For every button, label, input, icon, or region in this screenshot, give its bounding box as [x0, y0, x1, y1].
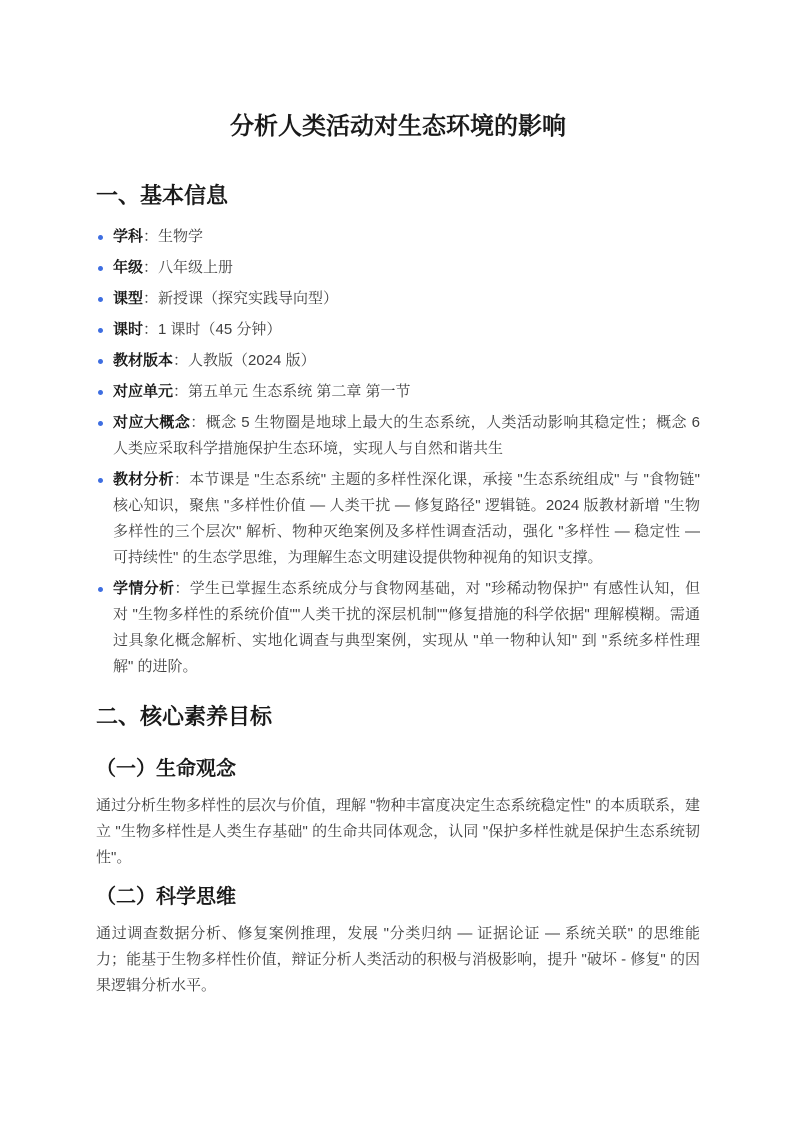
- bullet-separator: ：: [173, 383, 189, 400]
- bullet-value: 概念 5 生物圈是地球上最大的生态系统，人类活动影响其稳定性；概念 6 人类应采取科学措施保护生态环境，实现人与自然和谐共生: [113, 414, 700, 457]
- bullet-separator: ：: [190, 414, 206, 431]
- list-item-class-hours: [96, 317, 700, 343]
- bullet-separator: ：: [173, 471, 190, 488]
- bullet-value: 学生已掌握生态系统成分与食物网基础，对 "珍稀动物保护" 有感性认知，但对 "生物多样性的系统价值""人类干扰的深层机制""修复措施的科学依据" 理解模糊。需通过具象化概念解析、实地化调查与典型案例，实现从 "单一物种认知" 到 "系统多样性理解" 的进阶。: [113, 580, 700, 675]
- basic-info-list: [96, 224, 700, 680]
- bullet-dot-icon: [98, 421, 103, 426]
- subsection-heading-life-concept: （一）生命观念: [96, 758, 236, 780]
- bullet-value: 1 课时（45 分钟）: [158, 321, 282, 338]
- bullet-label: 对应单元: [113, 383, 174, 400]
- paragraph-scientific-thinking: 通过调查数据分析、修复案例推理，发展 "分类归纳 — 证据论证 — 系统关联" 的思维能力；能基于生物多样性价值，辩证分析人类活动的积极与消极影响，提升 "破坏 - 修复" 的因果逻辑分析水平。: [96, 925, 700, 994]
- bullet-separator: ：: [143, 290, 159, 307]
- bullet-label: 学科: [113, 228, 144, 245]
- paragraph-life-concept: 通过分析生物多样性的层次与价值，理解 "物种丰富度决定生态系统稳定性" 的本质联系，建立 "生物多样性是人类生存基础" 的生命共同体观念，认同 "保护多样性就是保护生态系统韧性"。: [96, 797, 700, 866]
- bullet-dot-icon: [98, 235, 103, 240]
- bullet-label: 课时: [113, 321, 144, 338]
- bullet-dot-icon: [98, 390, 103, 395]
- page-title: 分析人类活动对生态环境的影响: [230, 113, 566, 140]
- bullet-separator: ：: [143, 228, 159, 245]
- bullet-dot-icon: [98, 478, 103, 483]
- subsection-heading-scientific-thinking: （二）科学思维: [96, 886, 236, 908]
- list-item-unit: [96, 379, 700, 405]
- bullet-dot-icon: [98, 587, 103, 592]
- bullet-value: 本节课是 "生态系统" 主题的多样性深化课，承接 "生态系统组成" 与 "食物链" 核心知识，聚焦 "多样性价值 — 人类干扰 — 修复路径" 逻辑链。2024 版教材新增 "生物多样性的三个层次" 解析、物种灭绝案例及多样性调查活动，强化 "多样性 — 稳定性 — 可持续性" 的生态学思维，为理解生态文明建设提供物种视角的知识支撑。: [113, 471, 700, 566]
- bullet-label: 年级: [113, 259, 144, 276]
- list-item-learner-analysis: [96, 576, 700, 680]
- list-item-subject: [96, 224, 700, 250]
- bullet-value: 八年级上册: [158, 259, 234, 276]
- bullet-separator: ：: [173, 352, 189, 369]
- bullet-dot-icon: [98, 266, 103, 271]
- bullet-value: 新授课（探究实践导向型）: [158, 290, 339, 307]
- bullet-value: 第五单元 生态系统 第二章 第一节: [188, 383, 411, 400]
- bullet-label: 对应大概念: [113, 414, 191, 431]
- section-heading-core-literacy: 二、核心素养目标: [96, 704, 273, 729]
- bullet-separator: ：: [174, 580, 190, 597]
- bullet-separator: ：: [143, 321, 159, 338]
- bullet-dot-icon: [98, 328, 103, 333]
- section-heading-basic-info: 一、基本信息: [96, 183, 229, 208]
- bullet-value: 人教版（2024 版）: [188, 352, 316, 369]
- bullet-separator: ：: [143, 259, 159, 276]
- list-item-lesson-type: [96, 286, 700, 312]
- bullet-label: 教材分析: [113, 471, 174, 488]
- list-item-textbook-analysis: [96, 467, 700, 571]
- bullet-dot-icon: [98, 297, 103, 302]
- bullet-label: 教材版本: [113, 352, 174, 369]
- bullet-dot-icon: [98, 359, 103, 364]
- list-item-grade: [96, 255, 700, 281]
- bullet-label: 课型: [113, 290, 144, 307]
- list-item-big-concepts: [96, 410, 700, 462]
- bullet-value: 生物学: [158, 228, 204, 245]
- bullet-label: 学情分析: [113, 580, 175, 597]
- list-item-textbook-edition: [96, 348, 700, 374]
